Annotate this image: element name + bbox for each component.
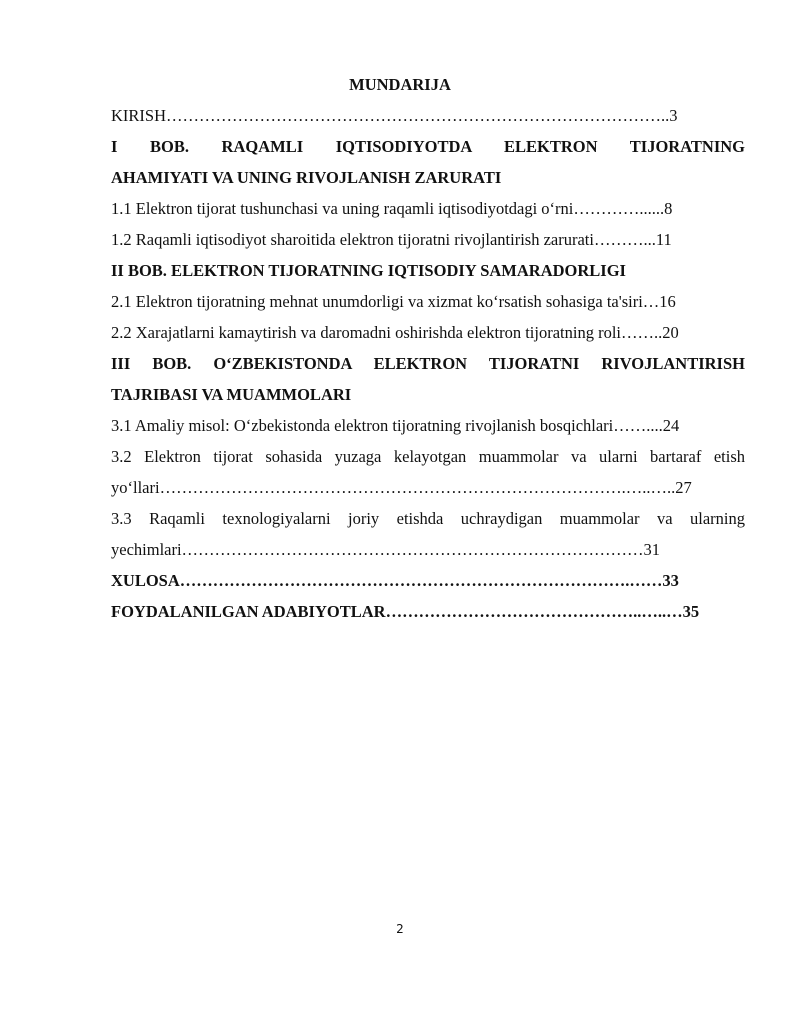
toc-entry-kirish: KIRISH………………………………………………………………………………..3 (111, 106, 678, 125)
toc-section-3-2-line2: yoʻllari………………………………………………………………………….…..…..27 (111, 478, 692, 497)
toc-chapter-2: II BOB. ELEKTRON TIJORATNING IQTISODIY SAMARADORLIGI (111, 261, 626, 280)
toc-chapter-1-line1: I BOB. RAQAMLI IQTISODIYOTDA ELEKTRON TIJORATNING (111, 137, 745, 156)
toc-title: MUNDARIJA (349, 75, 451, 94)
toc-section-1-2: 1.2 Raqamli iqtisodiyot sharoitida elektron tijoratni rivojlantirish zarurati………...11 (111, 230, 672, 249)
table-of-contents (111, 105, 745, 623)
page-number: 2 (396, 922, 404, 936)
toc-section-3-2-line1: 3.2 Elektron tijorat sohasida yuzaga kelayotgan muammolar va ularni bartaraf etish (111, 447, 745, 466)
toc-entry-xulosa: XULOSA……………………………………………………………………….……33 (111, 571, 679, 590)
toc-section-3-1: 3.1 Amaliy misol: Oʻzbekistonda elektron tijoratning rivojlanish bosqichlari……....24 (111, 416, 680, 435)
toc-chapter-3-line2: TAJRIBASI VA MUAMMOLARI (111, 385, 352, 404)
toc-section-3-3-line1: 3.3 Raqamli texnologiyalarni joriy etishda uchraydigan muammolar va ularning (111, 509, 745, 528)
toc-section-2-2: 2.2 Xarajatlarni kamaytirish va daromadni oshirishda elektron tijoratning roli……..20 (111, 323, 679, 342)
toc-section-1-1: 1.1 Elektron tijorat tushunchasi va uning raqamli iqtisodiyotdagi oʻrni…………......8 (111, 199, 673, 218)
toc-chapter-3-line1: III BOB. OʻZBEKISTONDA ELEKTRON TIJORATNI RIVOJLANTIRISH (111, 354, 745, 373)
toc-chapter-1-line2: AHAMIYATI VA UNING RIVOJLANISH ZARURATI (111, 168, 502, 187)
toc-section-2-1: 2.1 Elektron tijoratning mehnat unumdorligi va xizmat koʻrsatish sohasiga ta'siri…16 (111, 292, 676, 311)
toc-entry-adabiyotlar: FOYDALANILGAN ADABIYOTLAR………………………………………..…..…35 (111, 602, 700, 621)
toc-section-3-3-line2: yechimlari…………………………………………………………………………31 (111, 540, 661, 559)
